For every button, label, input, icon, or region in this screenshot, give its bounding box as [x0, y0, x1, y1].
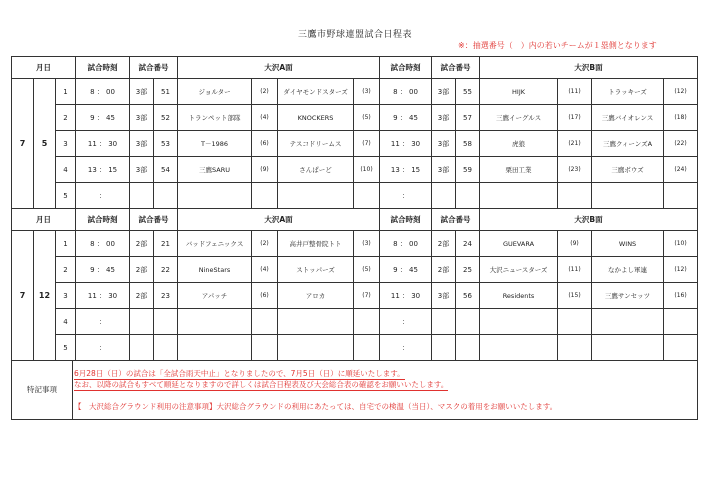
schedule-table	[11, 56, 698, 420]
header-field-a: 大沢A面	[178, 209, 380, 231]
a-seed-1	[252, 335, 278, 361]
b-time: 13 ： 15	[380, 157, 432, 183]
b-seed-2: (12)	[664, 79, 698, 105]
day-cell: 5	[34, 79, 56, 209]
b-division: 3部	[432, 157, 456, 183]
b-team-2: トラッキーズ	[592, 79, 664, 105]
a-game-number: 51	[154, 79, 178, 105]
schedule-body	[12, 57, 698, 420]
b-team-2: 三鷹サンセッツ	[592, 283, 664, 309]
a-seed-1: (9)	[252, 157, 278, 183]
a-team-1: NineStars	[178, 257, 252, 283]
header-field-a: 大沢A面	[178, 57, 380, 79]
a-team-2	[278, 183, 354, 209]
b-seed-1: (21)	[558, 131, 592, 157]
game-row	[12, 183, 698, 209]
b-division: 2部	[432, 257, 456, 283]
page-title: 三鷹市野球連盟試合日程表	[297, 30, 412, 40]
a-game-number	[154, 335, 178, 361]
a-game-number: 23	[154, 283, 178, 309]
a-division: 3部	[130, 131, 154, 157]
b-game-number	[456, 309, 480, 335]
a-game-number: 54	[154, 157, 178, 183]
notes-label: 特記事項	[12, 361, 73, 419]
b-seed-1: (9)	[558, 231, 592, 257]
a-team-1	[178, 309, 252, 335]
b-division	[432, 309, 456, 335]
b-division: 3部	[432, 283, 456, 309]
a-time: 11 ： 30	[76, 283, 130, 309]
a-seed-2: (5)	[354, 257, 380, 283]
a-team-1: バッドフェニックス	[178, 231, 252, 257]
b-seed-1: (11)	[558, 257, 592, 283]
b-seed-1	[558, 309, 592, 335]
b-division: 2部	[432, 231, 456, 257]
a-team-1: T－1986	[178, 131, 252, 157]
a-game-number: 21	[154, 231, 178, 257]
a-team-2: ストッパーズ	[278, 257, 354, 283]
a-team-2	[278, 309, 354, 335]
game-row	[12, 79, 698, 105]
b-division	[432, 183, 456, 209]
a-team-2: テスコドリームス	[278, 131, 354, 157]
a-division	[130, 309, 154, 335]
a-seed-2: (10)	[354, 157, 380, 183]
notes-line-2: なお、以降の試合もすべて順延となりますので詳しくは試合日程表及び大会総合表の確認をお願いいたします。	[74, 380, 449, 389]
a-seed-2: (3)	[354, 79, 380, 105]
b-seed-1: (11)	[558, 79, 592, 105]
a-division: 2部	[130, 231, 154, 257]
day-cell: 12	[34, 231, 56, 361]
a-time: ：	[76, 183, 130, 209]
b-team-1	[480, 183, 558, 209]
a-time: 11 ： 30	[76, 131, 130, 157]
a-seed-2: (7)	[354, 131, 380, 157]
header-game-no-a: 試合番号	[130, 57, 178, 79]
b-time: 8 ： 00	[380, 231, 432, 257]
month-cell: 7	[12, 79, 34, 209]
header-time-a: 試合時刻	[76, 209, 130, 231]
b-team-1: 三鷹イーグルス	[480, 105, 558, 131]
a-team-2: ダイヤモンドスターズ	[278, 79, 354, 105]
a-division: 3部	[130, 105, 154, 131]
a-seed-1: (2)	[252, 79, 278, 105]
b-seed-2	[664, 309, 698, 335]
game-index: 5	[56, 335, 76, 361]
b-seed-2: (12)	[664, 257, 698, 283]
header-game-no-b: 試合番号	[432, 57, 480, 79]
header-field-b: 大沢B面	[480, 209, 698, 231]
notes-cell	[12, 361, 698, 420]
b-seed-1	[558, 183, 592, 209]
a-game-number	[154, 183, 178, 209]
a-seed-1: (4)	[252, 257, 278, 283]
game-index: 4	[56, 157, 76, 183]
a-seed-2: (5)	[354, 105, 380, 131]
b-time: 8 ： 00	[380, 79, 432, 105]
b-game-number: 56	[456, 283, 480, 309]
game-index: 3	[56, 131, 76, 157]
b-team-1: 栗田工業	[480, 157, 558, 183]
game-row	[12, 157, 698, 183]
b-seed-2: (16)	[664, 283, 698, 309]
game-row	[12, 131, 698, 157]
a-game-number: 53	[154, 131, 178, 157]
header-time-b: 試合時刻	[380, 209, 432, 231]
a-division: 3部	[130, 79, 154, 105]
game-row	[12, 335, 698, 361]
a-time: ：	[76, 335, 130, 361]
game-index: 3	[56, 283, 76, 309]
b-team-2: 三鷹バイオレンス	[592, 105, 664, 131]
a-seed-2	[354, 183, 380, 209]
b-time: 11 ： 30	[380, 131, 432, 157]
game-index: 2	[56, 257, 76, 283]
b-seed-1: (15)	[558, 283, 592, 309]
game-index: 1	[56, 79, 76, 105]
b-game-number	[456, 335, 480, 361]
b-division	[432, 335, 456, 361]
a-seed-1: (6)	[252, 283, 278, 309]
b-team-2: WINS	[592, 231, 664, 257]
b-team-1	[480, 309, 558, 335]
b-team-1: 大沢ニュースターズ	[480, 257, 558, 283]
header-game-no-a: 試合番号	[130, 209, 178, 231]
a-seed-2	[354, 309, 380, 335]
b-game-number	[456, 183, 480, 209]
notes-line-1: 6月28日（日）の試合は「全試合雨天中止」となりましたので、7月5日（日）に順延いたします。	[74, 369, 405, 378]
b-seed-2	[664, 335, 698, 361]
a-team-2: アロカ	[278, 283, 354, 309]
game-index: 2	[56, 105, 76, 131]
header-game-no-b: 試合番号	[432, 209, 480, 231]
a-team-1: ジョルター	[178, 79, 252, 105]
month-cell: 7	[12, 231, 34, 361]
b-team-2: なかよし軍連	[592, 257, 664, 283]
b-seed-1: (23)	[558, 157, 592, 183]
b-seed-2: (22)	[664, 131, 698, 157]
game-row	[12, 309, 698, 335]
b-team-2: 三鷹クィーンズA	[592, 131, 664, 157]
b-team-2	[592, 309, 664, 335]
a-team-2: 高井戸整骨院トト	[278, 231, 354, 257]
a-time: 9 ： 45	[76, 105, 130, 131]
b-time: ：	[380, 335, 432, 361]
b-game-number: 25	[456, 257, 480, 283]
game-index: 1	[56, 231, 76, 257]
b-team-2	[592, 183, 664, 209]
b-time: 9 ： 45	[380, 105, 432, 131]
b-seed-2: (24)	[664, 157, 698, 183]
a-team-2: KNOCKERS	[278, 105, 354, 131]
a-seed-1: (4)	[252, 105, 278, 131]
header-row	[12, 209, 698, 231]
b-game-number: 58	[456, 131, 480, 157]
a-division: 2部	[130, 283, 154, 309]
a-division	[130, 335, 154, 361]
a-seed-2	[354, 335, 380, 361]
draw-note: ※：抽選番号（ ）内の若いチームが１塁側となります	[458, 41, 657, 50]
a-seed-2: (3)	[354, 231, 380, 257]
b-time: ：	[380, 183, 432, 209]
header-month-day: 月日	[12, 57, 76, 79]
header-month-day: 月日	[12, 209, 76, 231]
notes-box	[12, 361, 697, 419]
a-game-number: 52	[154, 105, 178, 131]
notes-row	[12, 361, 698, 420]
header-time-a: 試合時刻	[76, 57, 130, 79]
a-time: 8 ： 00	[76, 79, 130, 105]
a-team-2	[278, 335, 354, 361]
a-time: 8 ： 00	[76, 231, 130, 257]
b-seed-1	[558, 335, 592, 361]
notes-line-3: 【 大沢総合グラウンド利用の注意事項】大沢総合グラウンドの利用にあたっては、自宅での検温（当日）、マスクの着用をお願いいたします。	[74, 402, 558, 411]
a-team-1	[178, 335, 252, 361]
game-row	[12, 105, 698, 131]
a-seed-1: (2)	[252, 231, 278, 257]
game-row	[12, 231, 698, 257]
b-team-1	[480, 335, 558, 361]
b-team-1: 虎狼	[480, 131, 558, 157]
b-game-number: 55	[456, 79, 480, 105]
game-index: 4	[56, 309, 76, 335]
a-time: ：	[76, 309, 130, 335]
a-game-number: 22	[154, 257, 178, 283]
b-seed-2	[664, 183, 698, 209]
header-field-b: 大沢B面	[480, 57, 698, 79]
b-division: 3部	[432, 79, 456, 105]
b-division: 3部	[432, 105, 456, 131]
game-row	[12, 283, 698, 309]
a-team-1	[178, 183, 252, 209]
a-seed-2: (7)	[354, 283, 380, 309]
a-division: 2部	[130, 257, 154, 283]
b-team-1: GUEVARA	[480, 231, 558, 257]
b-team-2: 三鷹ボウズ	[592, 157, 664, 183]
b-seed-2: (18)	[664, 105, 698, 131]
b-division: 3部	[432, 131, 456, 157]
a-team-2: さんぱーど	[278, 157, 354, 183]
a-division: 3部	[130, 157, 154, 183]
b-time: ：	[380, 309, 432, 335]
b-seed-1: (17)	[558, 105, 592, 131]
b-team-1: Residents	[480, 283, 558, 309]
b-team-1: HIJK	[480, 79, 558, 105]
b-time: 9 ： 45	[380, 257, 432, 283]
a-seed-1	[252, 183, 278, 209]
header-time-b: 試合時刻	[380, 57, 432, 79]
b-game-number: 57	[456, 105, 480, 131]
b-seed-2: (10)	[664, 231, 698, 257]
b-time: 11 ： 30	[380, 283, 432, 309]
a-seed-1: (6)	[252, 131, 278, 157]
a-team-1: トランペット部隊	[178, 105, 252, 131]
a-team-1: アパッチ	[178, 283, 252, 309]
b-game-number: 24	[456, 231, 480, 257]
header-row	[12, 57, 698, 79]
b-game-number: 59	[456, 157, 480, 183]
game-index: 5	[56, 183, 76, 209]
a-division	[130, 183, 154, 209]
b-team-2	[592, 335, 664, 361]
a-game-number	[154, 309, 178, 335]
a-time: 9 ： 45	[76, 257, 130, 283]
a-team-1: 三鷹SARU	[178, 157, 252, 183]
a-seed-1	[252, 309, 278, 335]
a-time: 13 ： 15	[76, 157, 130, 183]
game-row	[12, 257, 698, 283]
